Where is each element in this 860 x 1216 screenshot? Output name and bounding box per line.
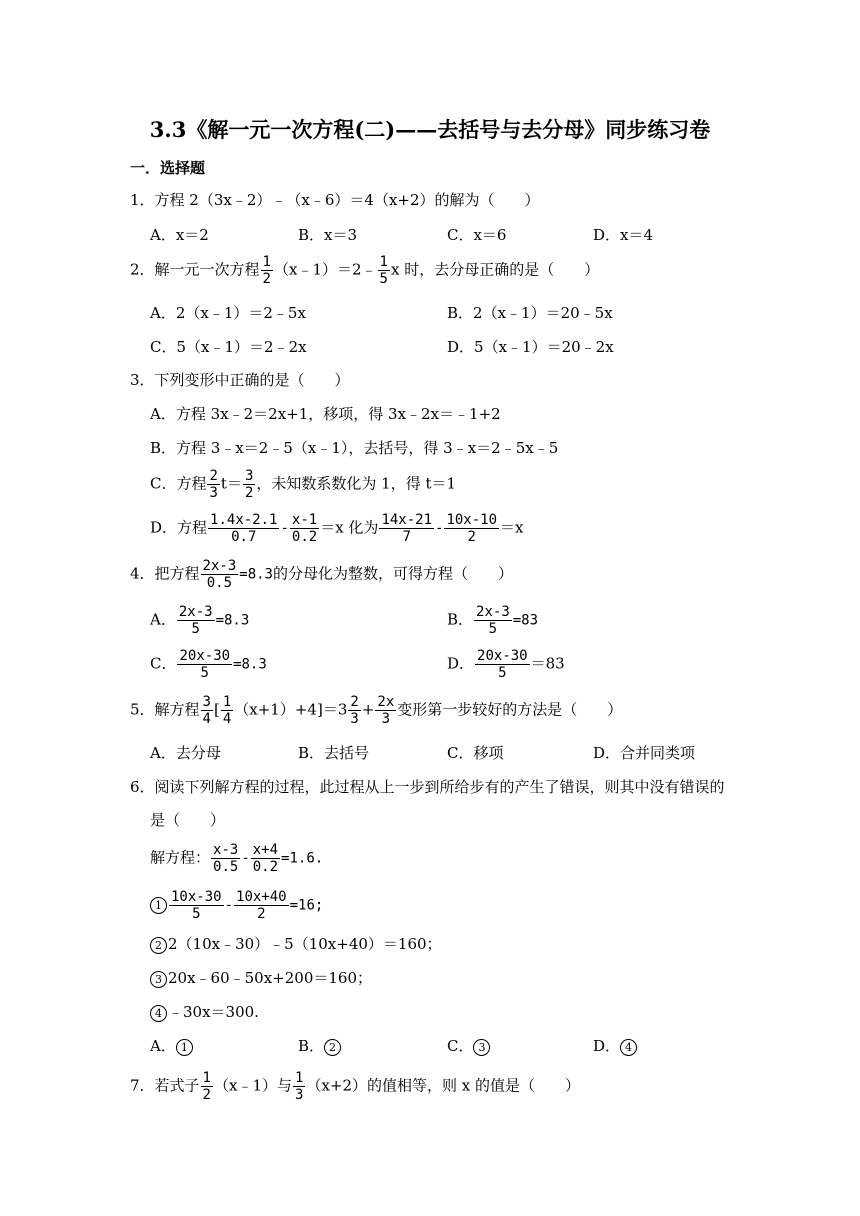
circled-number: 3 xyxy=(473,1039,490,1056)
q1-option-d: D．x＝4 xyxy=(593,226,654,244)
numerator: 14x-21 xyxy=(381,512,433,528)
q6-s1-post: =16; xyxy=(289,897,324,914)
q3-option-d xyxy=(150,512,524,545)
fraction xyxy=(261,254,273,287)
numerator: 3 xyxy=(244,468,254,484)
fraction xyxy=(201,558,239,591)
denominator: 3 xyxy=(350,711,359,727)
option-label: D． xyxy=(447,654,475,673)
q3-option-a: A．方程 3x﹣2＝2x+1，移项，得 3x﹣2x＝﹣1+2 xyxy=(150,405,501,423)
option-label: B． xyxy=(447,610,474,629)
numerator: 20x-30 xyxy=(179,648,231,664)
question-7-stem xyxy=(130,1070,580,1103)
fraction xyxy=(207,468,219,501)
numerator: x-1 xyxy=(291,512,318,528)
q3-d-post: ＝x xyxy=(500,518,524,537)
circled-number: 2 xyxy=(150,937,167,954)
q5-option-d: D．合并同类项 xyxy=(593,744,696,762)
fraction xyxy=(474,604,512,637)
question-2-stem xyxy=(130,254,599,287)
denominator: 5 xyxy=(488,621,498,637)
q2-option-c: C．5（x﹣1）＝2﹣2x xyxy=(150,338,307,356)
numerator: 1 xyxy=(295,1070,304,1086)
fraction xyxy=(243,468,255,501)
fraction xyxy=(177,648,232,681)
denominator: 5 xyxy=(498,665,507,681)
question-6-stem-cont: 是（ ） xyxy=(150,811,226,829)
q6-step-4 xyxy=(150,1002,259,1022)
numerator: 10x-30 xyxy=(171,889,222,905)
page-title: 3.3《解一元一次方程(二)——去括号与去分母》同步练习卷 xyxy=(149,117,711,142)
denominator: 3 xyxy=(381,711,391,727)
numerator: 1 xyxy=(222,694,232,710)
fraction xyxy=(221,694,233,727)
circled-number: 4 xyxy=(150,1005,167,1022)
fraction xyxy=(444,512,499,545)
q6-eq-pre: 解方程： xyxy=(150,848,211,867)
option-label: B． xyxy=(298,1037,325,1055)
q6-s2-text: 2（10x﹣30）﹣5（10x+40）＝160； xyxy=(168,935,442,953)
minus-sign: - xyxy=(435,520,444,537)
q5-option-a: A．去分母 xyxy=(150,744,221,762)
q2-option-d: D．5（x﹣1）＝20﹣2x xyxy=(447,338,614,356)
q6-step-1 xyxy=(150,889,323,922)
q3-d-pre: D．方程 xyxy=(150,518,208,537)
denominator: 0.2 xyxy=(252,859,279,875)
fraction xyxy=(234,889,289,922)
denominator: 3 xyxy=(295,1087,304,1103)
option-rhs: =8.3 xyxy=(215,612,250,629)
fraction xyxy=(211,842,240,875)
q4-option-c xyxy=(150,648,267,681)
q7-post: （x+2）的值相等，则 x 的值是（ ） xyxy=(306,1076,581,1095)
question-1-stem: 1．方程 2（3x﹣2）﹣（x﹣6）＝4（x+2）的解为（ ） xyxy=(130,191,540,209)
denominator: 4 xyxy=(222,711,232,727)
denominator: 3 xyxy=(209,485,218,501)
q3-c-post: ，未知数系数化为 1，得 t＝1 xyxy=(256,474,457,493)
q3-option-b: B．方程 3﹣x＝2﹣5（x﹣1），去括号，得 3﹣x＝2﹣5x﹣5 xyxy=(150,439,559,457)
option-label: A． xyxy=(150,1037,176,1055)
option-rhs: ＝83 xyxy=(530,654,565,673)
q5-post: 变形第一步较好的方法是（ ） xyxy=(397,700,623,719)
numerator: 10x-10 xyxy=(446,512,498,528)
fraction xyxy=(201,694,213,727)
q7-pre: 7．若式子 xyxy=(130,1076,200,1095)
circled-number: 4 xyxy=(620,1039,637,1056)
denominator: 2 xyxy=(257,906,266,922)
numerator: x+4 xyxy=(252,842,279,858)
q2-mid: （x﹣1）＝2﹣ xyxy=(273,260,377,279)
plus-sign: + xyxy=(361,700,375,719)
numerator: 1 xyxy=(262,254,271,270)
circled-number: 3 xyxy=(150,971,167,988)
numerator: 2 xyxy=(350,694,359,710)
minus-sign: - xyxy=(241,850,250,867)
denominator: 2 xyxy=(202,1087,211,1103)
denominator: 2 xyxy=(262,271,271,287)
fraction xyxy=(379,512,434,545)
denominator: 0.7 xyxy=(231,529,257,545)
denominator: 4 xyxy=(202,711,211,727)
q2-option-a: A．2（x﹣1）＝2﹣5x xyxy=(150,304,306,322)
q6-option-d xyxy=(593,1036,638,1056)
circled-number: 1 xyxy=(150,897,167,914)
fraction xyxy=(208,512,279,545)
q3-c-pre: C．方程 xyxy=(150,474,207,493)
q4-option-d xyxy=(447,648,565,681)
option-label: A． xyxy=(150,610,176,629)
q1-option-b: B．x＝3 xyxy=(298,226,358,244)
q4-option-b xyxy=(447,604,538,637)
circled-number: 1 xyxy=(176,1039,193,1056)
q4-eq: =8.3 xyxy=(239,566,273,583)
q6-s4-text: ﹣30x＝300. xyxy=(168,1003,259,1021)
fraction xyxy=(375,694,396,727)
numerator: 1.4x-2.1 xyxy=(210,512,278,528)
numerator: 10x+40 xyxy=(236,889,287,905)
denominator: 0.5 xyxy=(213,859,239,875)
fraction xyxy=(293,1070,305,1103)
q1-option-a: A．x＝2 xyxy=(150,226,209,244)
q6-s3-text: 20x﹣60﹣50x+200＝160； xyxy=(168,969,373,987)
section-heading: 一．选择题 xyxy=(130,159,206,177)
question-5-stem xyxy=(130,694,622,727)
bracket: [ xyxy=(213,700,220,719)
numerator: 2 xyxy=(209,468,218,484)
q7-mid: （x﹣1）与 xyxy=(213,1076,292,1095)
q6-step-2 xyxy=(150,934,442,954)
denominator: 5 xyxy=(200,665,209,681)
q5-pre: 5．解方程 xyxy=(130,700,200,719)
numerator: 2x-3 xyxy=(178,604,213,620)
denominator: 2 xyxy=(244,485,254,501)
minus-sign: - xyxy=(224,897,234,914)
denominator: 5 xyxy=(191,621,200,637)
denominator: 0.2 xyxy=(291,529,318,545)
q6-option-c xyxy=(447,1036,491,1056)
minus-sign: - xyxy=(280,520,289,537)
denominator: 2 xyxy=(467,529,476,545)
fraction xyxy=(177,604,215,637)
fraction xyxy=(290,512,319,545)
denominator: 5 xyxy=(192,906,201,922)
denominator: 5 xyxy=(379,271,388,287)
question-3-stem: 3．下列变形中正确的是（ ） xyxy=(130,371,350,389)
fraction xyxy=(475,648,530,681)
denominator: 7 xyxy=(402,529,411,545)
q6-option-b xyxy=(298,1036,342,1056)
fraction xyxy=(348,694,360,727)
numerator: 1 xyxy=(379,254,388,270)
option-label: C． xyxy=(447,1037,474,1055)
option-label: D． xyxy=(593,1037,621,1055)
option-label: C． xyxy=(150,654,177,673)
q6-equation xyxy=(150,842,323,875)
circled-number: 2 xyxy=(324,1039,341,1056)
q6-step-3 xyxy=(150,968,372,988)
q3-d-mid: ＝x 化为 xyxy=(320,518,379,537)
question-4-stem xyxy=(130,558,513,591)
numerator: 2x xyxy=(377,694,395,710)
q1-option-c: C．x＝6 xyxy=(447,226,507,244)
q3-c-t: t＝ xyxy=(220,474,242,493)
numerator: 20x-30 xyxy=(477,648,528,664)
question-6-stem: 6．阅读下列解方程的过程，此过程从上一步到所给步有的产生了错误，则其中没有错误的 xyxy=(130,778,725,796)
q5-option-b: B．去括号 xyxy=(298,744,370,762)
q2-post: x 时，去分母正确的是（ ） xyxy=(390,260,600,279)
fraction xyxy=(378,254,390,287)
numerator: 2x-3 xyxy=(476,604,510,620)
fraction xyxy=(169,889,224,922)
fraction xyxy=(201,1070,213,1103)
q2-pre: 2．解一元一次方程 xyxy=(130,260,260,279)
numerator: 1 xyxy=(202,1070,211,1086)
option-rhs: =83 xyxy=(512,612,539,629)
q3-option-c xyxy=(150,468,456,501)
option-rhs: =8.3 xyxy=(233,656,267,673)
fraction xyxy=(251,842,280,875)
q4-pre: 4．把方程 xyxy=(130,564,200,583)
numerator: x-3 xyxy=(213,842,239,858)
numerator: 3 xyxy=(202,694,211,710)
q2-option-b: B．2（x﹣1）＝20﹣5x xyxy=(447,304,613,322)
q6-eq-post: =1.6. xyxy=(281,850,324,867)
q4-post: 的分母化为整数，可得方程（ ） xyxy=(272,564,513,583)
q6-option-a xyxy=(150,1036,194,1056)
q5-mid: （x+1）+4]＝3 xyxy=(234,700,348,719)
q4-option-a xyxy=(150,604,249,637)
numerator: 2x-3 xyxy=(202,558,237,574)
denominator: 0.5 xyxy=(206,575,233,591)
q5-option-c: C．移项 xyxy=(447,744,504,762)
